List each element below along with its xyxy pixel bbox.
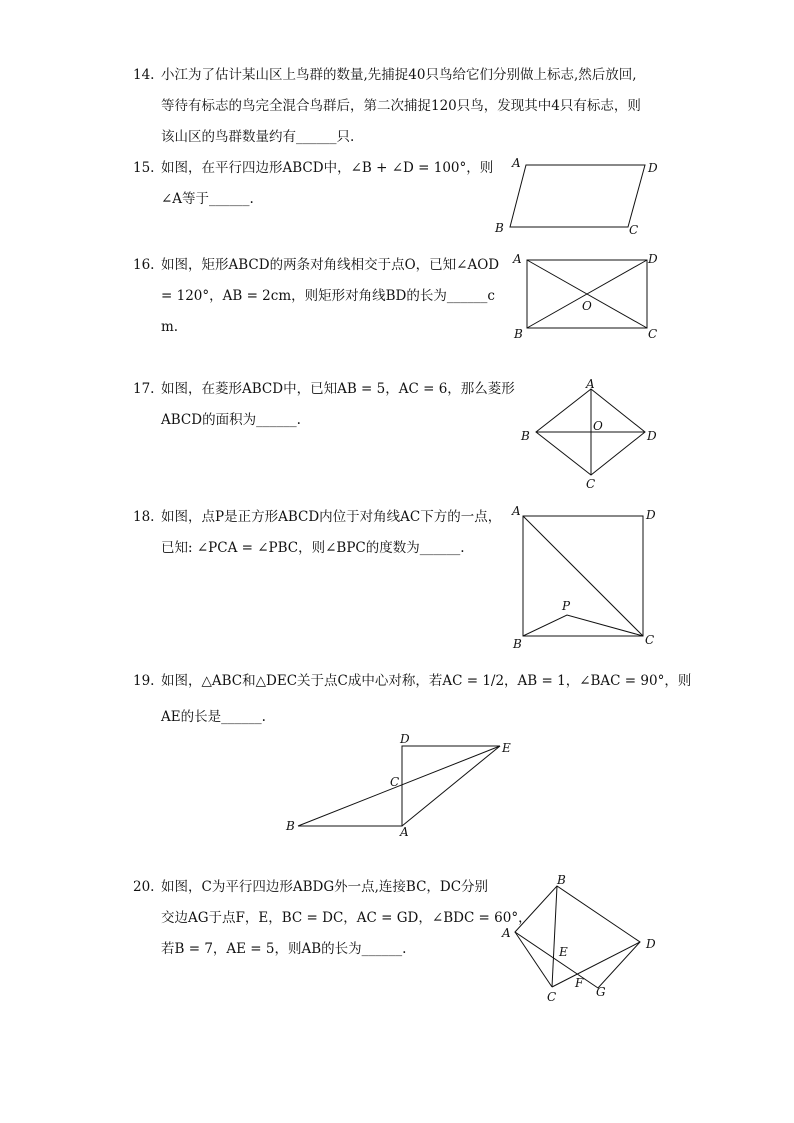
question-number: 15.	[133, 160, 155, 176]
vertex-label-d: D	[647, 429, 657, 443]
question-number: 20.	[133, 879, 155, 895]
vertex-label-b: B	[557, 873, 566, 887]
question-text	[161, 502, 511, 564]
vertex-label-g: G	[596, 985, 606, 999]
question-text	[161, 153, 501, 215]
question-line: 如图，在菱形ABCD中，已知AB = 5，AC = 6，那么菱形	[161, 381, 515, 397]
center-label-c: C	[390, 775, 400, 789]
vertex-label-a: A	[512, 504, 521, 518]
center-label-o: O	[582, 299, 592, 313]
point-label-e: E	[559, 945, 568, 959]
question-number: 19.	[133, 673, 155, 689]
vertex-label-b: B	[513, 637, 522, 651]
question-number: 18.	[133, 509, 155, 525]
vertex-label-d: D	[400, 732, 410, 746]
question-line: ABCD的面积为______.	[161, 412, 301, 428]
question-line: 交边AG于点F，E，BC = DC，AC = GD，∠BDC = 60°，	[161, 910, 532, 926]
question-number: 17.	[133, 381, 155, 397]
question-line: 如图，在平行四边形ABCD中，∠B + ∠D = 100°，则	[161, 160, 494, 176]
vertex-label-d: D	[648, 252, 658, 266]
question-line: = 120°，AB = 2cm，则矩形对角线BD的长为______c	[161, 288, 495, 304]
question-line: 等待有标志的鸟完全混合鸟群后，第二次捕捉120只鸟，发现其中4只有标志，则	[161, 98, 641, 114]
vertex-label-a: A	[512, 156, 521, 170]
vertex-label-c: C	[586, 477, 596, 491]
vertex-label-d: D	[648, 161, 658, 175]
vertex-label-a: A	[502, 926, 511, 940]
figure-central-symmetry	[280, 730, 520, 840]
figure-parallelogram-abdg	[495, 870, 670, 1010]
vertex-label-b: B	[495, 221, 504, 235]
point-label-p: P	[562, 599, 571, 613]
vertex-label-a: A	[586, 377, 595, 391]
question-line: 已知: ∠PCA = ∠PBC，则∠BPC的度数为______.	[161, 540, 465, 556]
question-text	[161, 250, 501, 343]
question-line: 小江为了估计某山区上鸟群的数量,先捕捉40只鸟给它们分别做上标志,然后放回,	[161, 67, 637, 83]
vertex-label-b: B	[521, 429, 530, 443]
question-text	[161, 374, 521, 436]
question-line: 如图，△ABC和△DEC关于点C成中心对称，若AC = 1/2，AB = 1，∠BAC = 90°，则	[161, 673, 692, 689]
figure-rectangle	[505, 248, 675, 346]
question-line: AE的长是______.	[161, 709, 266, 725]
question-text	[161, 872, 532, 965]
vertex-label-a: A	[513, 252, 522, 266]
point-label-f: F	[575, 976, 584, 990]
figure-square	[505, 502, 675, 654]
question-text	[161, 663, 692, 735]
vertex-label-a: A	[400, 825, 409, 839]
question-line: 如图，C为平行四边形ABDG外一点,连接BC，DC分别	[161, 879, 489, 895]
figure-parallelogram	[490, 152, 670, 238]
question-line: 如图，矩形ABCD的两条对角线相交于点O，已知∠AOD	[161, 257, 500, 273]
vertex-label-b: B	[514, 327, 523, 341]
question-line: 该山区的鸟群数量约有______只.	[161, 129, 355, 145]
vertex-label-b: B	[286, 819, 295, 833]
figure-rhombus	[515, 374, 665, 492]
question-line: 若B = 7，AE = 5，则AB的长为______.	[161, 941, 407, 957]
vertex-label-d: D	[646, 937, 656, 951]
point-label-c: C	[547, 990, 557, 1004]
center-label-o: O	[593, 419, 603, 433]
vertex-label-c: C	[648, 327, 658, 341]
question-number: 16.	[133, 257, 155, 273]
vertex-label-e: E	[502, 741, 511, 755]
vertex-label-d: D	[646, 508, 656, 522]
question-text	[161, 60, 681, 153]
question-line: 如图，点P是正方形ABCD内位于对角线AC下方的一点，	[161, 509, 502, 525]
question-number: 14.	[133, 67, 155, 83]
question-line: m.	[161, 319, 179, 335]
vertex-label-c: C	[645, 633, 655, 647]
vertex-label-c: C	[629, 223, 639, 237]
question-line: ∠A等于______.	[161, 191, 254, 207]
